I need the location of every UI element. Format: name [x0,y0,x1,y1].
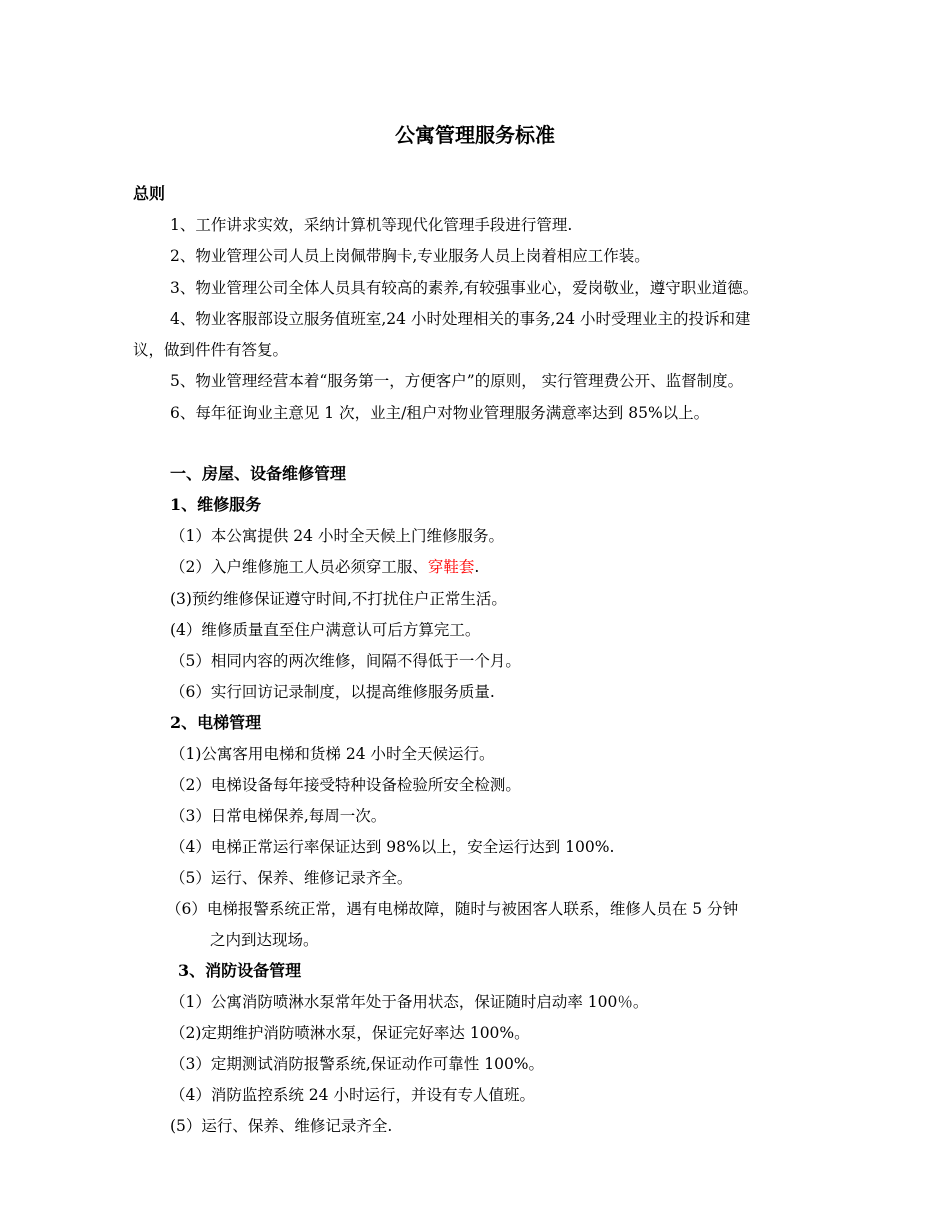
repair-item-3: (3)预约维修保证遵守时间,不打扰住户正常生活。 [170,590,507,608]
general-item-3: 3、物业管理公司全体人员具有较高的素养,有较强事业心，爱岗敬业，遵守职业道德。 [170,279,759,297]
fire-item-2: （2)定期维护消防喷淋水泵，保证完好率达 100%。 [170,1024,530,1042]
elevator-item-6-cont: 之内到达现场。 [210,931,319,949]
general-item-2: 2、物业管理公司人员上岗佩带胸卡,专业服务人员上岗着相应工作装。 [170,247,650,265]
repair-heading: 1、维修服务 [170,495,262,514]
elevator-item-6: （6）电梯报警系统正常，遇有电梯故障，随时与被困客人联系，维修人员在 5 分钟 [166,900,739,918]
repair-item-5: （5）相同内容的两次维修，间隔不得低于一个月。 [170,652,521,670]
repair-item-2-tail: . [474,558,480,576]
fire-item-1: （1）公寓消防喷淋水泵常年处于备用状态，保证随时启动率 100％。 [170,993,649,1011]
fire-item-5: (5）运行、保养、维修记录齐全. [170,1117,393,1135]
fire-item-4: （4）消防监控系统 24 小时运行，并设有专人值班。 [170,1086,535,1104]
fire-item-3: （3）定期测试消防报警系统,保证动作可靠性 100%。 [170,1055,545,1073]
page-title: 公寓管理服务标准 [395,123,555,147]
elevator-item-4: （4）电梯正常运行率保证达到 98%以上，安全运行达到 100%. [170,838,615,856]
general-item-4: 4、物业客服部设立服务值班室,24 小时处理相关的事务,24 小时受理业主的投诉和建 [170,310,751,328]
elevator-item-3: （3）日常电梯保养,每周一次。 [170,807,387,825]
elevator-item-1: （1)公寓客用电梯和货梯 24 小时全天候运行。 [170,745,495,763]
elevator-item-2: （2）电梯设备每年接受特种设备检验所安全检测。 [170,776,521,794]
elevator-heading: 2、电梯管理 [170,713,262,732]
general-item-1: 1、工作讲求实效，采纳计算机等现代化管理手段进行管理. [170,216,573,234]
repair-item-2-text: （2）入户维修施工人员必须穿工服、 [170,558,428,576]
repair-item-2 [170,555,479,579]
general-heading: 总则 [133,184,166,203]
repair-item-4: (4）维修质量直至住户满意认可后方算完工。 [170,621,481,639]
general-item-4-cont: 议，做到件件有答复。 [133,341,289,359]
repair-item-1: （1）本公寓提供 24 小时全天候上门维修服务。 [170,527,504,545]
section1-heading: 一、房屋、设备维修管理 [170,464,347,483]
elevator-item-5: （5）运行、保养、维修记录齐全。 [170,869,413,887]
repair-item-2-highlight: 穿鞋套 [427,558,475,576]
repair-item-6: （6）实行回访记录制度，以提高维修服务质量. [170,683,495,701]
general-item-6: 6、每年征询业主意见 1 次，业主/租户对物业管理服务满意率达到 85%以上。 [170,404,710,422]
fire-heading: 3、消防设备管理 [178,961,302,980]
general-item-5: 5、物业管理经营本着“服务第一，方便客户”的原则， 实行管理费公开、监督制度。 [170,372,744,390]
